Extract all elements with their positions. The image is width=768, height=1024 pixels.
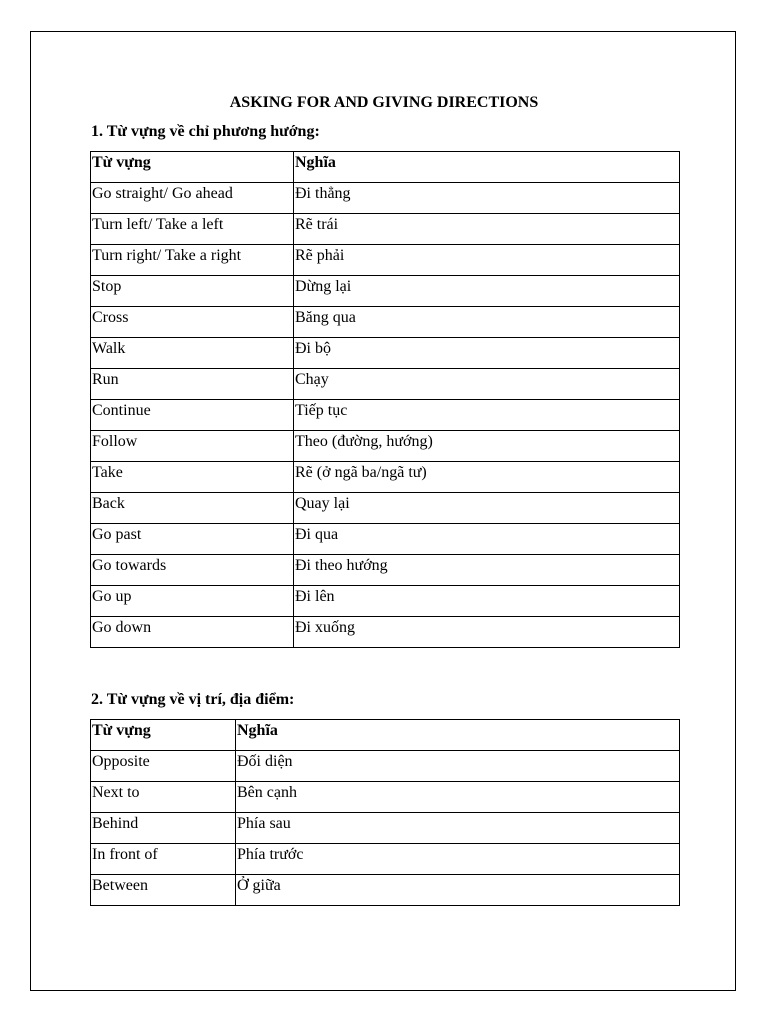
table-row	[91, 524, 680, 555]
vocab-meaning-cell: Dừng lại	[294, 276, 680, 307]
vocab-meaning-cell: Bên cạnh	[236, 782, 680, 813]
section-2-heading: 2. Từ vựng về vị trí, địa điểm:	[91, 691, 295, 708]
vocab-word-cell: Cross	[91, 307, 294, 338]
vocab-meaning-cell: Đi qua	[294, 524, 680, 555]
table-row	[91, 276, 680, 307]
vocab-meaning-cell: Ở giữa	[236, 875, 680, 906]
table-row	[91, 338, 680, 369]
vocab-meaning-cell: Đi theo hướng	[294, 555, 680, 586]
vocab-meaning-cell: Đi lên	[294, 586, 680, 617]
vocab-word-cell: Follow	[91, 431, 294, 462]
vocab-word-cell: Behind	[91, 813, 236, 844]
vocab-meaning-cell: Tiếp tục	[294, 400, 680, 431]
vocab-meaning-cell: Đi thẳng	[294, 183, 680, 214]
table-row	[91, 844, 680, 875]
vocab-word-cell: Walk	[91, 338, 294, 369]
vocab-word-cell: Opposite	[91, 751, 236, 782]
vocab-meaning-cell: Rẽ phải	[294, 245, 680, 276]
vocab-word-cell: Next to	[91, 782, 236, 813]
table-row	[91, 431, 680, 462]
vocab-word-cell: In front of	[91, 844, 236, 875]
table-row	[91, 875, 680, 906]
vocab-meaning-cell: Đi bộ	[294, 338, 680, 369]
table-row	[91, 782, 680, 813]
section-1-heading: 1. Từ vựng về chỉ phương hướng:	[91, 123, 320, 140]
table-row	[91, 245, 680, 276]
vocab-meaning-cell: Theo (đường, hướng)	[294, 431, 680, 462]
table-row	[91, 183, 680, 214]
direction-vocabulary-table	[90, 151, 680, 648]
table-row	[91, 214, 680, 245]
vocab-word-cell: Turn right/ Take a right	[91, 245, 294, 276]
vocab-word-cell: Turn left/ Take a left	[91, 214, 294, 245]
vocab-word-cell: Between	[91, 875, 236, 906]
header-meaning: Nghĩa	[294, 152, 680, 183]
table-row	[91, 400, 680, 431]
table-row	[91, 751, 680, 782]
vocab-word-cell: Go towards	[91, 555, 294, 586]
table-header-row	[91, 720, 680, 751]
table-row	[91, 617, 680, 648]
vocab-word-cell: Back	[91, 493, 294, 524]
vocab-word-cell: Continue	[91, 400, 294, 431]
table-row	[91, 369, 680, 400]
vocab-word-cell: Go straight/ Go ahead	[91, 183, 294, 214]
vocab-meaning-cell: Đi xuống	[294, 617, 680, 648]
vocab-meaning-cell: Rẽ (ở ngã ba/ngã tư)	[294, 462, 680, 493]
vocab-meaning-cell: Chạy	[294, 369, 680, 400]
table-row	[91, 813, 680, 844]
vocab-word-cell: Go up	[91, 586, 294, 617]
vocab-word-cell: Go past	[91, 524, 294, 555]
vocab-meaning-cell: Đối diện	[236, 751, 680, 782]
vocab-meaning-cell: Phía trước	[236, 844, 680, 875]
header-word: Từ vựng	[91, 152, 294, 183]
header-meaning: Nghĩa	[236, 720, 680, 751]
table-header-row	[91, 152, 680, 183]
vocab-word-cell: Take	[91, 462, 294, 493]
vocab-meaning-cell: Phía sau	[236, 813, 680, 844]
vocab-word-cell: Stop	[91, 276, 294, 307]
location-vocabulary-table	[90, 719, 680, 906]
vocab-word-cell: Run	[91, 369, 294, 400]
table-row	[91, 555, 680, 586]
table-row	[91, 462, 680, 493]
vocab-meaning-cell: Băng qua	[294, 307, 680, 338]
table-row	[91, 493, 680, 524]
table-row	[91, 586, 680, 617]
table-row	[91, 307, 680, 338]
vocab-meaning-cell: Rẽ trái	[294, 214, 680, 245]
vocab-meaning-cell: Quay lại	[294, 493, 680, 524]
vocab-word-cell: Go down	[91, 617, 294, 648]
document-title: ASKING FOR AND GIVING DIRECTIONS	[229, 94, 539, 111]
header-word: Từ vựng	[91, 720, 236, 751]
